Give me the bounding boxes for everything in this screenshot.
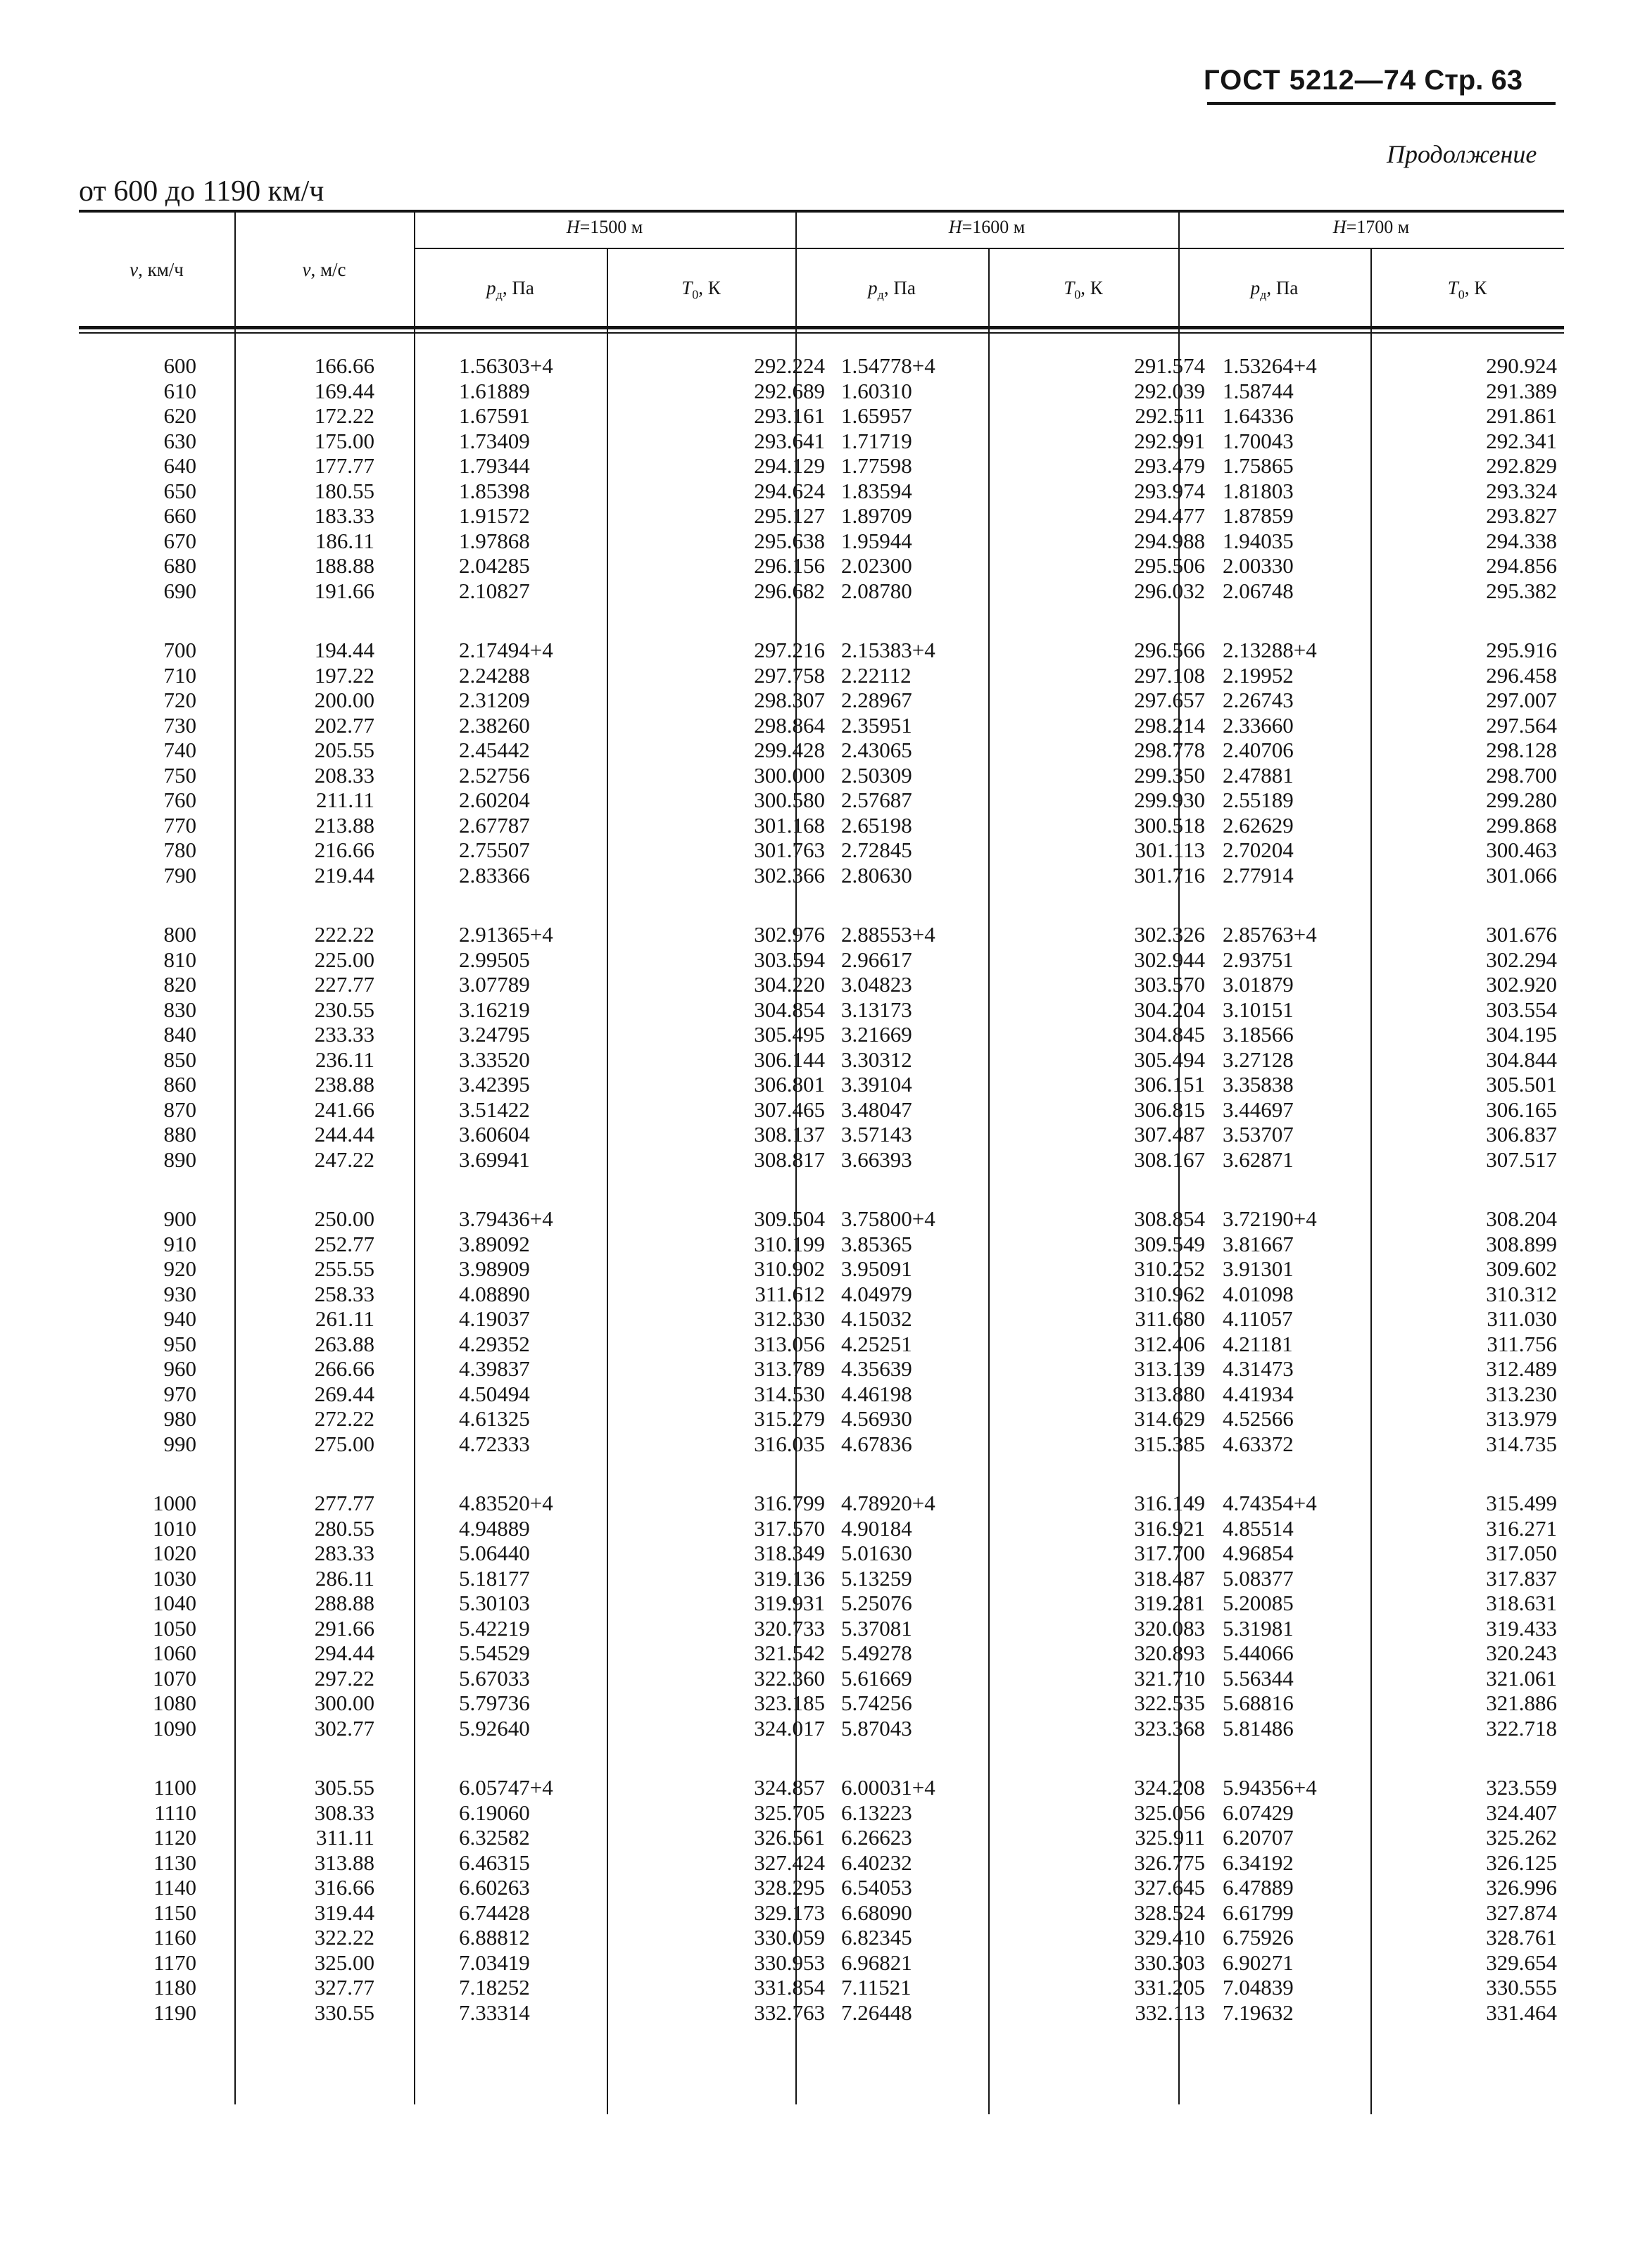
- speed-kmh-values: 900 910 920 930 940 950 960 970 980 990: [163, 1206, 196, 1456]
- speed-ms-values: 166.66 169.44 172.22 175.00 177.77 180.55 183.33 186.11 188.88 191.66: [314, 353, 374, 603]
- temperature-1500-values: 316.799 317.570 318.349 319.136 319.931 320.733 321.542 322.360 323.185 324.017: [754, 1491, 825, 1741]
- table-block-800: [79, 922, 1564, 1175]
- header-rule: [1207, 102, 1556, 105]
- temperature-1700-values: 323.559 324.407 325.262 326.125 326.996 327.874 328.761 329.654 330.555 331.464: [1486, 1775, 1557, 2025]
- pressure-1600-values: 3.75800+4 3.85365 3.95091 4.04979 4.15032 4.25251 4.35639 4.46198 4.56930 4.67836: [841, 1206, 935, 1456]
- temperature-1600-values: 302.326 302.944 303.570 304.204 304.845 305.494 306.151 306.815 307.487 308.167: [1134, 922, 1205, 1172]
- temperature-1500-values: 309.504 310.199 310.902 311.612 312.330 313.056 313.789 314.530 315.279 316.035: [754, 1206, 825, 1456]
- standard-number: ГОСТ 5212—74: [1204, 65, 1417, 96]
- temperature-1600-values: 324.208 325.056 325.911 326.775 327.645 328.524 329.410 330.303 331.205 332.113: [1134, 1775, 1205, 2025]
- pressure-1500-values: 2.91365+4 2.99505 3.07789 3.16219 3.24795 3.33520 3.42395 3.51422 3.60604 3.69941: [459, 922, 553, 1172]
- pressure-1600-values: 6.00031+4 6.13223 6.26623 6.40232 6.54053 6.68090 6.82345 6.96821 7.11521 7.26448: [841, 1775, 935, 2025]
- speed-kmh-values: 1000 1010 1020 1030 1040 1050 1060 1070 1080 1090: [153, 1491, 196, 1741]
- pressure-1700-values: 1.53264+4 1.58744 1.64336 1.70043 1.75865 1.81803 1.87859 1.94035 2.00330 2.06748: [1223, 353, 1317, 603]
- temperature-1700-values: 308.204 308.899 309.602 310.312 311.030 311.756 312.489 313.230 313.979 314.735: [1486, 1206, 1557, 1456]
- page-header: [1204, 65, 1556, 107]
- header-altitude-1700: H=1700 м: [1332, 217, 1410, 237]
- header-bottom-rule-2: [79, 332, 1564, 334]
- header-bottom-rule: [79, 326, 1564, 329]
- temperature-1700-values: 295.916 296.458 297.007 297.564 298.128 298.700 299.280 299.868 300.463 301.066: [1486, 638, 1557, 888]
- table-block-900: [79, 1206, 1564, 1460]
- temperature-1700-values: 301.676 302.294 302.920 303.554 304.195 304.844 305.501 306.165 306.837 307.517: [1486, 922, 1557, 1172]
- table-block-600: [79, 353, 1564, 607]
- temperature-1700-values: 315.499 316.271 317.050 317.837 318.631 319.433 320.243 321.061 321.886 322.718: [1486, 1491, 1557, 1741]
- temperature-1500-values: 292.224 292.689 293.161 293.641 294.129 294.624 295.127 295.638 296.156 296.682: [754, 353, 825, 603]
- pressure-1500-values: 2.17494+4 2.24288 2.31209 2.38260 2.45442 2.52756 2.60204 2.67787 2.75507 2.83366: [459, 638, 553, 888]
- pressure-1600-values: 1.54778+4 1.60310 1.65957 1.71719 1.77598 1.83594 1.89709 1.95944 2.02300 2.08780: [841, 353, 935, 603]
- pressure-1700-values: 2.85763+4 2.93751 3.01879 3.10151 3.18566 3.27128 3.35838 3.44697 3.53707 3.62871: [1223, 922, 1317, 1172]
- pressure-1700-values: 4.74354+4 4.85514 4.96854 5.08377 5.20085 5.31981 5.44066 5.56344 5.68816 5.81486: [1223, 1491, 1317, 1741]
- header-altitude-1600: H=1600 м: [948, 217, 1026, 237]
- temperature-1600-values: 308.854 309.549 310.252 310.962 311.680 312.406 313.139 313.880 314.629 315.385: [1134, 1206, 1205, 1456]
- pressure-1700-values: 3.72190+4 3.81667 3.91301 4.01098 4.11057 4.21181 4.31473 4.41934 4.52566 4.63372: [1223, 1206, 1317, 1456]
- header-speed-ms: v, м/с: [302, 259, 346, 280]
- table-block-700: [79, 638, 1564, 891]
- header-pressure-1500: $p_д$, Па: [486, 277, 534, 302]
- speed-kmh-values: 800 810 820 830 840 850 860 870 880 890: [163, 922, 196, 1172]
- table-top-rule: [79, 210, 1564, 213]
- speed-ms-values: 250.00 252.77 255.55 258.33 261.11 263.88 266.66 269.44 272.22 275.00: [314, 1206, 374, 1456]
- header-temperature-1600: $T_0$, К: [1064, 277, 1103, 302]
- temperature-1600-values: 291.574 292.039 292.511 292.991 293.479 293.974 294.477 294.988 295.506 296.032: [1134, 353, 1205, 603]
- temperature-1600-values: 316.149 316.921 317.700 318.487 319.281 320.083 320.893 321.710 322.535 323.368: [1134, 1491, 1205, 1741]
- pressure-1700-values: 2.13288+4 2.19952 2.26743 2.33660 2.40706 2.47881 2.55189 2.62629 2.70204 2.77914: [1223, 638, 1317, 888]
- header-pressure-1600: $p_д$, Па: [868, 277, 916, 302]
- header-pressure-1700: $p_д$, Па: [1250, 277, 1299, 302]
- pressure-1600-values: 2.15383+4 2.22112 2.28967 2.35951 2.43065 2.50309 2.57687 2.65198 2.72845 2.80630: [841, 638, 935, 888]
- page-number: Стр. 63: [1424, 65, 1522, 96]
- header-temperature-1500: $T_0$, К: [681, 277, 721, 302]
- pressure-1500-values: 3.79436+4 3.89092 3.98909 4.08890 4.19037 4.29352 4.39837 4.50494 4.61325 4.72333: [459, 1206, 553, 1456]
- pressure-1500-values: 1.56303+4 1.61889 1.67591 1.73409 1.79344 1.85398 1.91572 1.97868 2.04285 2.10827: [459, 353, 553, 603]
- speed-kmh-values: 700 710 720 730 740 750 760 770 780 790: [163, 638, 196, 888]
- table-block-1000: [79, 1491, 1564, 1744]
- temperature-1500-values: 297.216 297.758 298.307 298.864 299.428 300.000 300.580 301.168 301.763 302.366: [754, 638, 825, 888]
- temperature-1700-values: 290.924 291.389 291.861 292.341 292.829 293.324 293.827 294.338 294.856 295.382: [1486, 353, 1557, 603]
- pressure-1500-values: 6.05747+4 6.19060 6.32582 6.46315 6.60263 6.74428 6.88812 7.03419 7.18252 7.33314: [459, 1775, 553, 2025]
- range-caption: от 600 до 1190 км/ч: [79, 175, 324, 208]
- atmosphere-table: [79, 210, 1564, 2104]
- speed-kmh-values: 600 610 620 630 640 650 660 670 680 690: [163, 353, 196, 603]
- temperature-1600-values: 296.566 297.108 297.657 298.214 298.778 299.350 299.930 300.518 301.113 301.716: [1134, 638, 1205, 888]
- header-temperature-1700: $T_0$, К: [1447, 277, 1487, 302]
- speed-ms-values: 305.55 308.33 311.11 313.88 316.66 319.44 322.22 325.00 327.77 330.55: [314, 1775, 374, 2025]
- pressure-1600-values: 4.78920+4 4.90184 5.01630 5.13259 5.25076 5.37081 5.49278 5.61669 5.74256 5.87043: [841, 1491, 935, 1741]
- pressure-1600-values: 2.88553+4 2.96617 3.04823 3.13173 3.21669 3.30312 3.39104 3.48047 3.57143 3.66393: [841, 922, 935, 1172]
- header-speed-kmh: v, км/ч: [130, 259, 184, 280]
- pressure-1700-values: 5.94356+4 6.07429 6.20707 6.34192 6.47889 6.61799 6.75926 6.90271 7.04839 7.19632: [1223, 1775, 1317, 2025]
- continuation-note: Продолжение: [1387, 140, 1537, 168]
- pressure-1500-values: 4.83520+4 4.94889 5.06440 5.18177 5.30103 5.42219 5.54529 5.67033 5.79736 5.92640: [459, 1491, 553, 1741]
- speed-ms-values: 277.77 280.55 283.33 286.11 288.88 291.66 294.44 297.22 300.00 302.77: [314, 1491, 374, 1741]
- temperature-1500-values: 324.857 325.705 326.561 327.424 328.295 329.173 330.059 330.953 331.854 332.763: [754, 1775, 825, 2025]
- temperature-1500-values: 302.976 303.594 304.220 304.854 305.495 306.144 306.801 307.465 308.137 308.817: [754, 922, 825, 1172]
- speed-kmh-values: 1100 1110 1120 1130 1140 1150 1160 1170 1180 1190: [153, 1775, 196, 2025]
- speed-ms-values: 222.22 225.00 227.77 230.55 233.33 236.11 238.88 241.66 244.44 247.22: [314, 922, 374, 1172]
- speed-ms-values: 194.44 197.22 200.00 202.77 205.55 208.33 211.11 213.88 216.66 219.44: [314, 638, 374, 888]
- table-block-1100: [79, 1775, 1564, 2028]
- header-altitude-1500: H=1500 м: [566, 217, 643, 237]
